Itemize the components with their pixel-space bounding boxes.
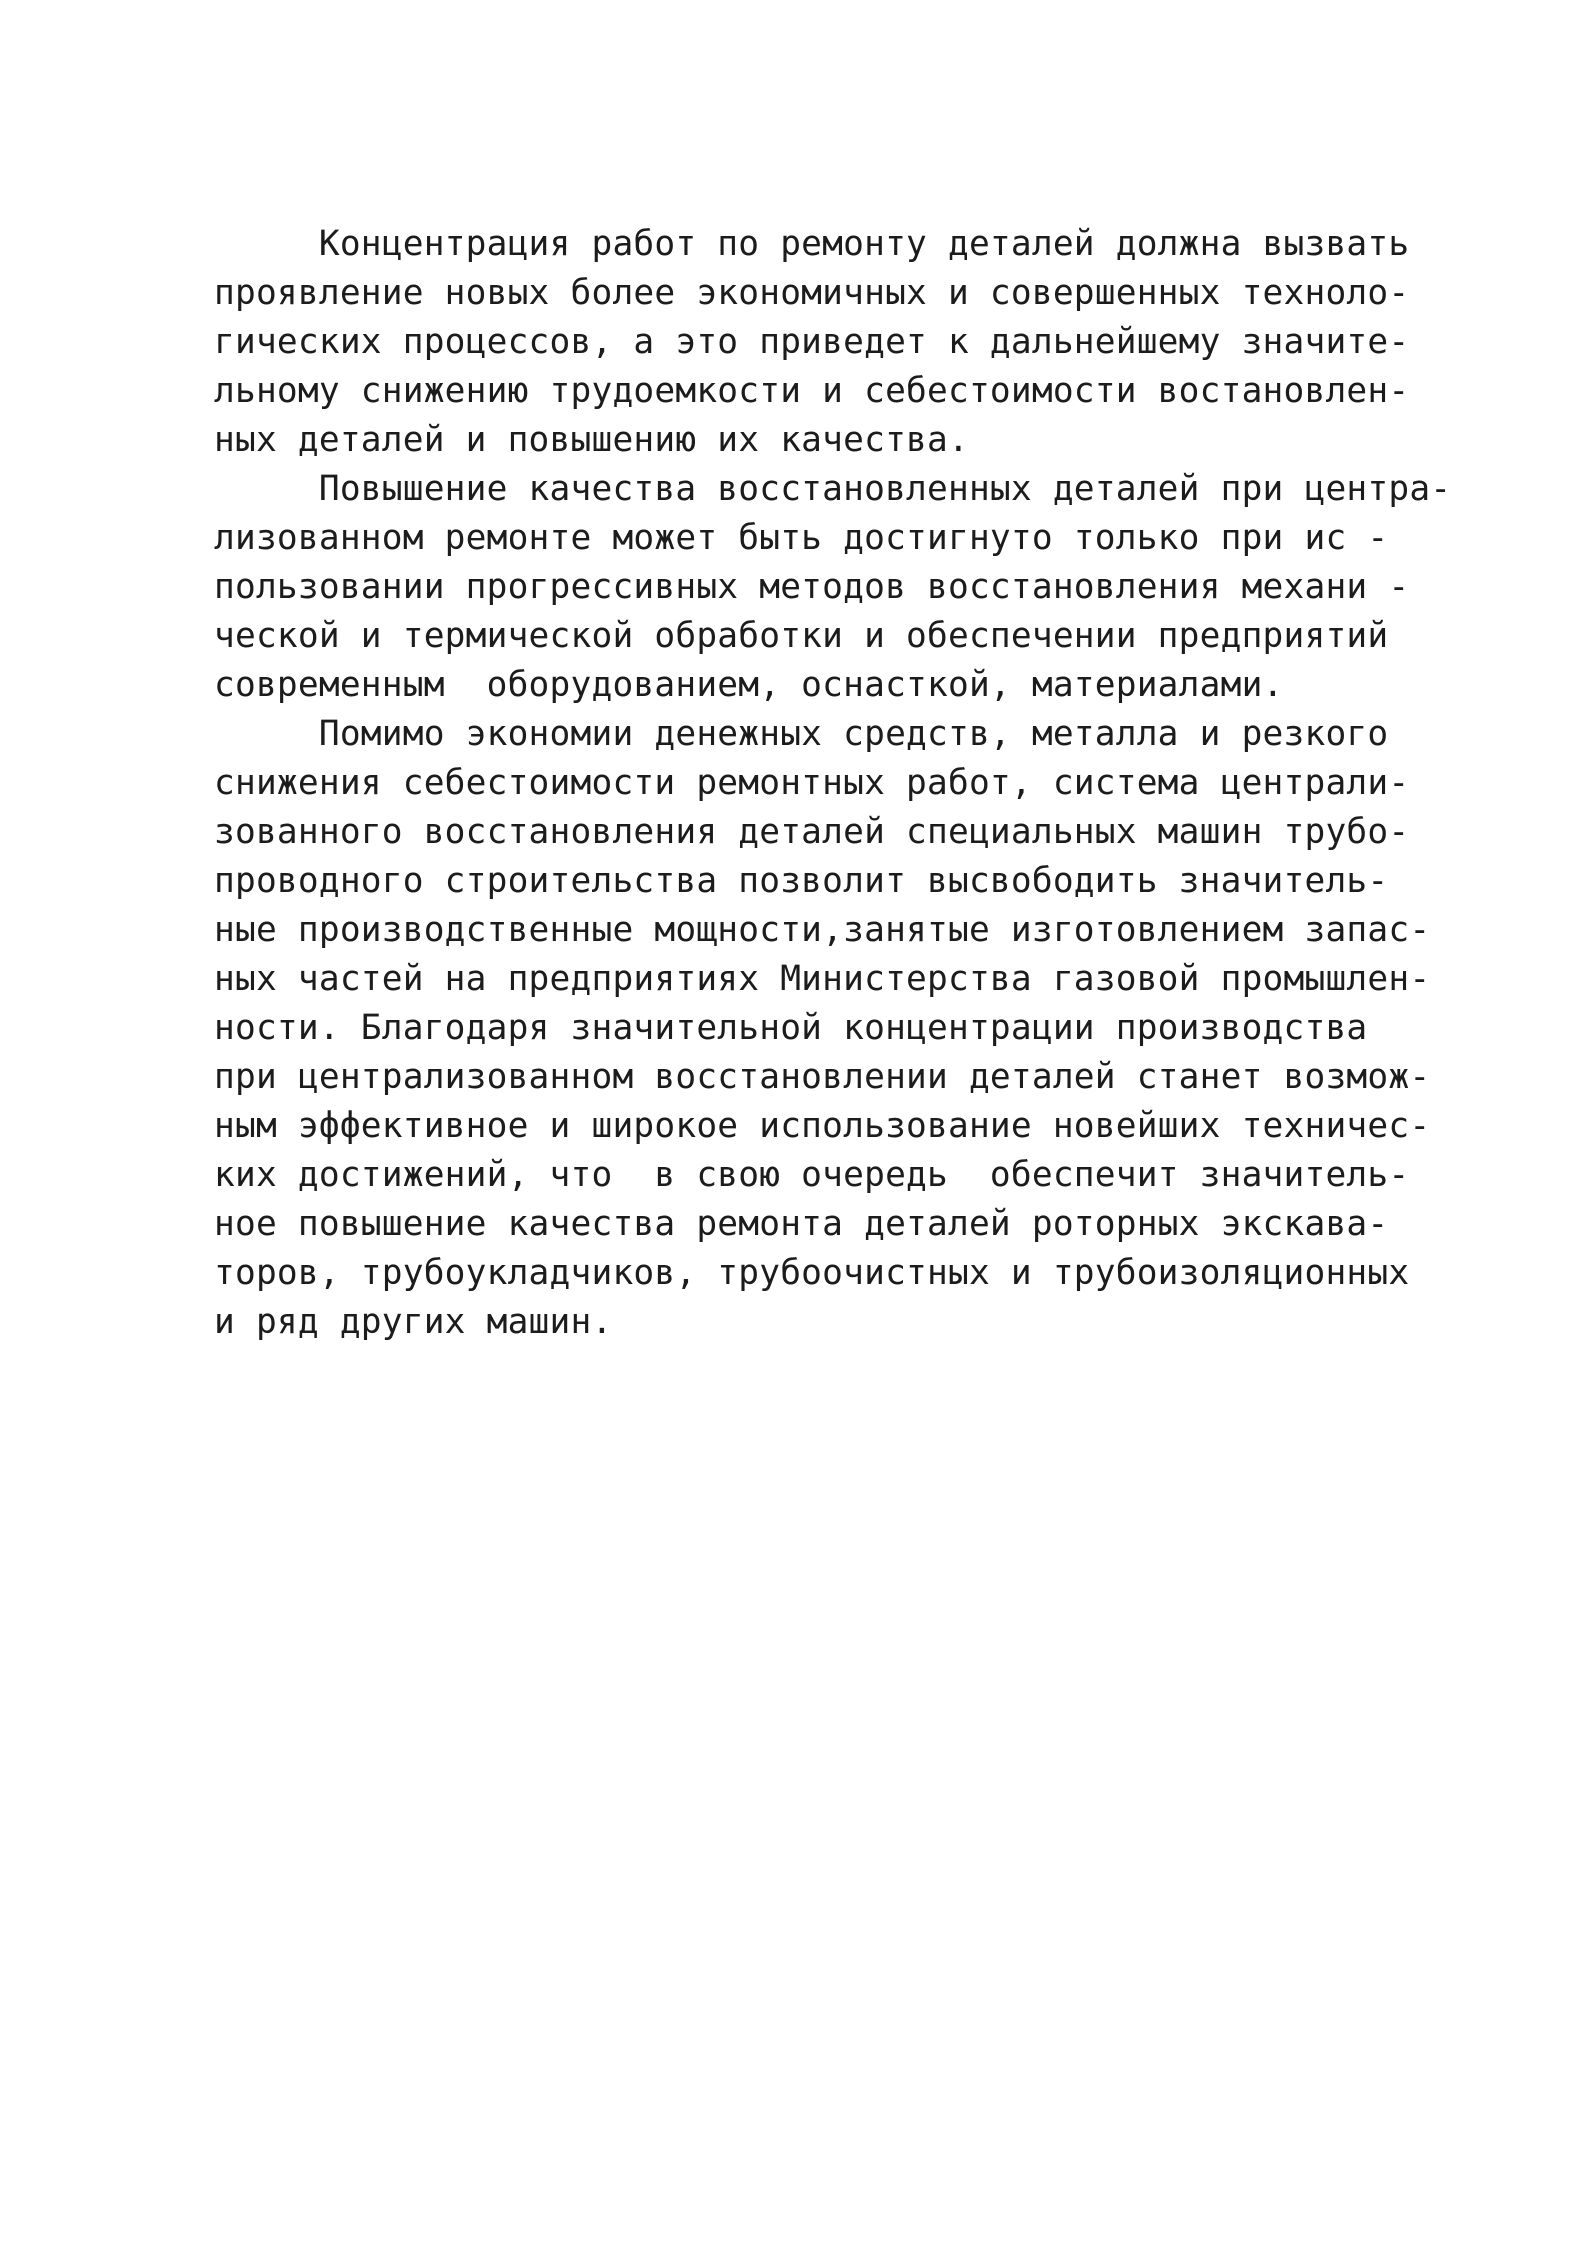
text-line: зованного восстановления деталей специальных машин трубо- <box>214 812 1410 852</box>
text-line: ных деталей и повышению их качества. <box>214 420 969 460</box>
text-line: проявление новых более экономичных и совершенных техноло- <box>214 273 1410 313</box>
text-line: ческой и термической обработки и обеспечении предприятий <box>214 616 1389 656</box>
text-line: Повышение качества восстановленных деталей при центра- <box>214 469 1452 509</box>
text-line: ких достижений, что в свою очередь обеспечит значитель- <box>214 1155 1410 1195</box>
text-line: ным эффективное и широкое использование новейших техничес- <box>214 1106 1431 1146</box>
text-line: современным оборудованием, оснасткой, материалами. <box>214 665 1284 705</box>
text-line: ное повышение качества ремонта деталей роторных экскава- <box>214 1204 1389 1244</box>
paragraph-3 <box>214 710 1431 1347</box>
text-line: и ряд других машин. <box>214 1302 613 1342</box>
text-line: ных частей на предприятиях Министерства газовой промышлен- <box>214 959 1431 999</box>
text-line: при централизованном восстановлении деталей станет возмож- <box>214 1057 1431 1097</box>
body-text <box>214 220 1452 1347</box>
text-line: Помимо экономии денежных средств, металла и резкого <box>214 714 1389 754</box>
text-line: снижения себестоимости ремонтных работ, система централи- <box>214 763 1410 803</box>
text-line: гических процессов, а это приведет к дальнейшему значите- <box>214 322 1410 362</box>
text-line: торов, трубоукладчиков, трубоочистных и трубоизоляционных <box>214 1253 1410 1293</box>
text-line: проводного строительства позволит высвободить значитель- <box>214 861 1389 901</box>
text-line: пользовании прогрессивных методов восстановления механи - <box>214 567 1410 607</box>
paragraph-1 <box>214 220 1414 465</box>
paragraph-2 <box>214 465 1452 710</box>
text-line: ные производственные мощности,занятые изготовлением запас- <box>214 910 1431 950</box>
text-line: льному снижению трудоемкости и себестоимости востановлен- <box>214 371 1410 411</box>
text-line: лизованном ремонте может быть достигнуто только при ис - <box>214 518 1389 558</box>
text-line: Концентрация работ по ремонту деталей должна вызвать <box>214 224 1410 264</box>
text-line: ности. Благодаря значительной концентрации производства <box>214 1008 1368 1048</box>
